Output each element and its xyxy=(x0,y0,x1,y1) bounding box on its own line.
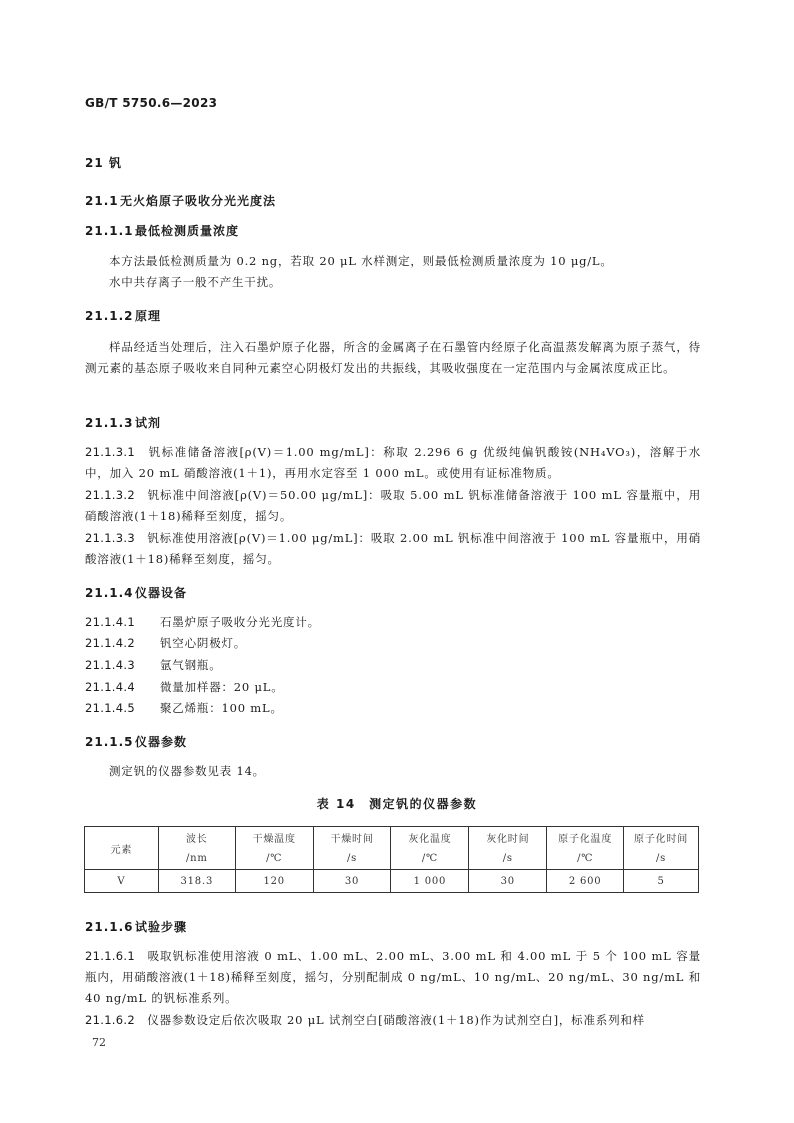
section-title: 仪器设备 xyxy=(135,586,188,600)
table-header-unit: /nm xyxy=(158,847,235,870)
section-number: 21.1.4 xyxy=(85,586,134,600)
paragraph: 样品经适当处理后，注入石墨炉原子化器，所含的金属离子在石墨管内经原子化高温蒸发解离为原子蒸气，待测元素的基态原子吸收来自同种元素空心阴极灯发出的共振线，其吸收强度在一定范围内与金属浓度成正比。 xyxy=(85,340,701,375)
section-number: 21.1.3 xyxy=(85,416,134,430)
table-header-element: 元素 xyxy=(85,827,159,870)
equipment-item: 21.1.4.1 石墨炉原子吸收分光光度计。 xyxy=(85,615,320,629)
section-title: 试剂 xyxy=(135,416,162,430)
table-header-unit: /℃ xyxy=(235,847,313,870)
table-header-unit: /s xyxy=(624,847,699,870)
section-21-1-heading xyxy=(85,192,276,209)
equipment-item: 21.1.4.3 氩气钢瓶。 xyxy=(85,658,222,672)
section-title: 仪器参数 xyxy=(135,735,188,749)
procedure-item: 21.1.6.1 吸取钒标准使用溶液 0 mL、1.00 mL、2.00 mL、3.00 mL 和 4.00 mL 于 5 个 100 mL 容量瓶内，用硝酸溶液(1＋18)稀释至刻度，摇匀，分别配制成 0 ng/mL、10 ng/mL、20 ng/mL、30 ng/mL 和 40 ng/mL 的钒标准系列。 xyxy=(85,949,701,1005)
table-cell: 30 xyxy=(469,870,547,893)
table-header-unit: /s xyxy=(469,847,547,870)
section-number: 21.1.6 xyxy=(85,920,134,934)
section-21-1-1-heading xyxy=(85,222,239,239)
table-header: 波长 xyxy=(158,827,235,848)
document-code: GB/T 5750.6—2023 xyxy=(85,96,218,110)
section-number: 21.1.1 xyxy=(85,224,134,238)
section-21-heading xyxy=(85,154,122,171)
section-21-1-5-heading xyxy=(85,733,187,750)
reagent-item: 21.1.3.1 钒标准储备溶液[ρ(V)＝1.00 mg/mL]：称取 2.296 6 g 优级纯偏钒酸铵(NH₄VO₃)，溶解于水中，加入 20 mL 硝酸溶液(1＋1)，再用水定容至 1 000 mL。或使用有证标准物质。 xyxy=(85,445,701,480)
equipment-item: 21.1.4.5 聚乙烯瓶：100 mL。 xyxy=(85,701,283,715)
table-header-unit: /℃ xyxy=(547,847,624,870)
equipment-item: 21.1.4.4 微量加样器：20 μL。 xyxy=(85,680,284,694)
section-21-1-2-heading xyxy=(85,307,161,324)
table-header: 干燥时间 xyxy=(313,827,391,848)
paragraph: 水中共存离子一般不产生干扰。 xyxy=(109,275,282,289)
paragraph: 测定钒的仪器参数见表 14。 xyxy=(109,764,265,778)
table-row xyxy=(85,870,699,893)
section-21-1-6-heading xyxy=(85,918,187,935)
table-cell: 120 xyxy=(235,870,313,893)
section-title: 原理 xyxy=(135,309,162,323)
table-header-unit: /℃ xyxy=(391,847,469,870)
instrument-parameter-table xyxy=(84,826,699,893)
section-title: 试验步骤 xyxy=(135,920,188,934)
section-21-1-4-heading xyxy=(85,584,187,601)
section-title: 钒 xyxy=(109,156,123,170)
equipment-item: 21.1.4.2 钒空心阴极灯。 xyxy=(85,636,247,650)
section-number: 21.1 xyxy=(85,194,119,208)
table-cell: V xyxy=(85,870,159,893)
table-cell: 5 xyxy=(624,870,699,893)
table-caption: 表 14 测定钒的仪器参数 xyxy=(316,797,478,811)
page-number: 72 xyxy=(92,1036,106,1049)
reagent-item: 21.1.3.3 钒标准使用溶液[ρ(V)＝1.00 μg/mL]：吸取 2.00 mL 钒标准中间溶液于 100 mL 容量瓶中，用硝酸溶液(1＋18)稀释至刻度，摇匀。 xyxy=(85,531,701,566)
paragraph: 本方法最低检测质量为 0.2 ng，若取 20 μL 水样测定，则最低检测质量浓度为 10 μg/L。 xyxy=(109,254,613,268)
table-header: 原子化时间 xyxy=(624,827,699,848)
section-21-1-3-heading xyxy=(85,414,161,431)
section-number: 21.1.2 xyxy=(85,309,134,323)
table-header: 灰化时间 xyxy=(469,827,547,848)
table-cell: 1 000 xyxy=(391,870,469,893)
reagent-item: 21.1.3.2 钒标准中间溶液[ρ(V)＝50.00 μg/mL]：吸取 5.00 mL 钒标准储备溶液于 100 mL 容量瓶中，用硝酸溶液(1＋18)稀释至刻度，摇匀。 xyxy=(85,488,701,523)
table-header: 原子化温度 xyxy=(547,827,624,848)
section-title: 最低检测质量浓度 xyxy=(135,224,240,238)
procedure-item: 21.1.6.2 仪器参数设定后依次吸取 20 μL 试剂空白[硝酸溶液(1＋18)作为试剂空白]，标准系列和样 xyxy=(85,1013,645,1027)
table-header-unit: /s xyxy=(313,847,391,870)
section-title: 无火焰原子吸收分光光度法 xyxy=(120,194,277,208)
table-cell: 318.3 xyxy=(158,870,235,893)
table-header: 干燥温度 xyxy=(235,827,313,848)
table-header: 灰化温度 xyxy=(391,827,469,848)
table-cell: 30 xyxy=(313,870,391,893)
section-number: 21.1.5 xyxy=(85,735,134,749)
table-cell: 2 600 xyxy=(547,870,624,893)
section-number: 21 xyxy=(85,156,104,170)
